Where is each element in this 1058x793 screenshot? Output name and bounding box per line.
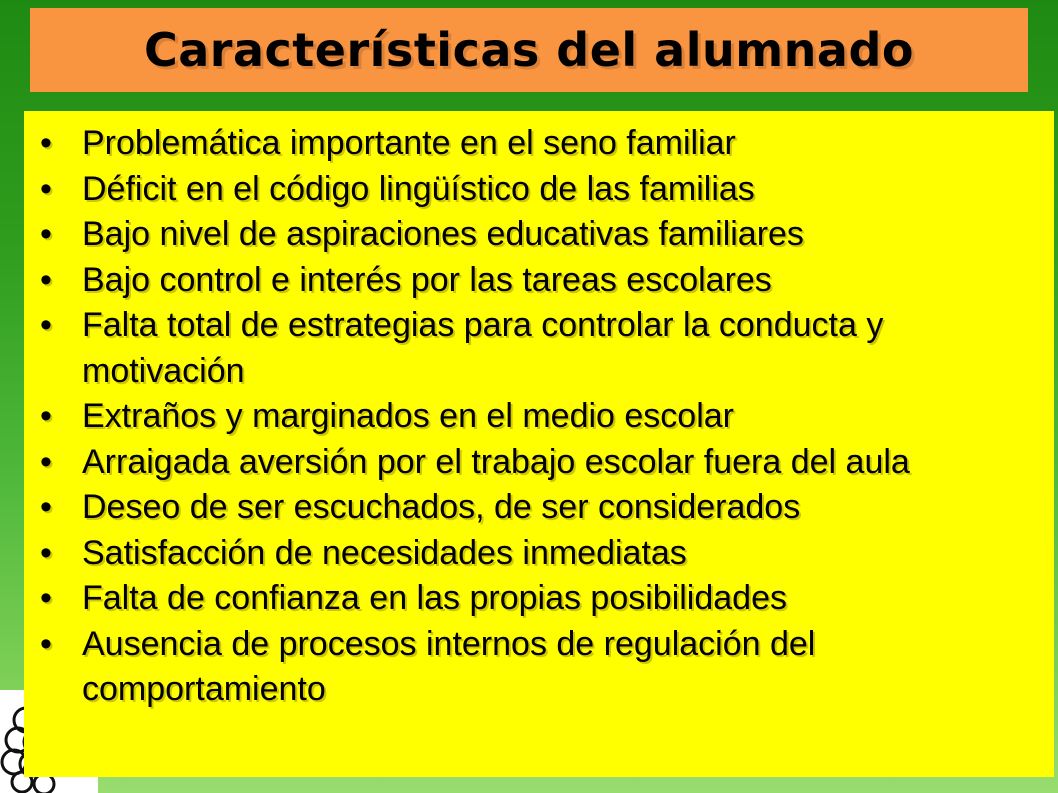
list-item [34, 531, 1034, 577]
list-item [34, 258, 1034, 304]
list-item [34, 212, 1034, 258]
bullet-icon: • [40, 579, 52, 617]
list-item [34, 303, 1034, 394]
list-item-text: Problemática importante en el seno familiar [82, 124, 736, 162]
content-box [24, 111, 1054, 777]
title-box [30, 8, 1028, 92]
list-item-text: Falta de confianza en las propias posibilidades [82, 579, 788, 617]
bullet-icon: • [40, 260, 52, 299]
bullet-icon: • [40, 215, 52, 253]
list-item-text: Arraigada aversión por el trabajo escolar fuera del aula [82, 442, 910, 481]
list-item [34, 167, 1034, 213]
bullet-icon: • [40, 533, 52, 572]
bullet-list [34, 121, 1054, 713]
list-item-text: Falta total de estrategias para controlar la conducta y motivación [82, 306, 884, 390]
list-item-text: Extraños y marginados en el medio escolar [82, 397, 734, 435]
list-item-text: Déficit en el código lingüístico de las familias [82, 169, 755, 208]
slide-title: Características del alumnado [144, 23, 914, 77]
bullet-icon: • [40, 488, 52, 526]
list-item-text: Satisfacción de necesidades inmediatas [82, 533, 687, 572]
list-item [34, 622, 1034, 713]
list-item-text: Bajo control e interés por las tareas escolares [82, 260, 772, 299]
bullet-icon: • [40, 397, 52, 435]
bullet-icon: • [40, 306, 52, 344]
bullet-icon: • [40, 442, 52, 481]
list-item-text: Bajo nivel de aspiraciones educativas familiares [82, 215, 804, 253]
bullet-icon: • [40, 624, 52, 663]
list-item [34, 394, 1034, 440]
list-item [34, 440, 1034, 486]
list-item [34, 485, 1034, 531]
list-item-text: Ausencia de procesos internos de regulación del comportamiento [82, 624, 816, 708]
list-item [34, 121, 1034, 167]
bullet-icon: • [40, 124, 52, 162]
list-item [34, 576, 1034, 622]
list-item-text: Deseo de ser escuchados, de ser considerados [82, 488, 801, 526]
bullet-icon: • [40, 169, 52, 208]
